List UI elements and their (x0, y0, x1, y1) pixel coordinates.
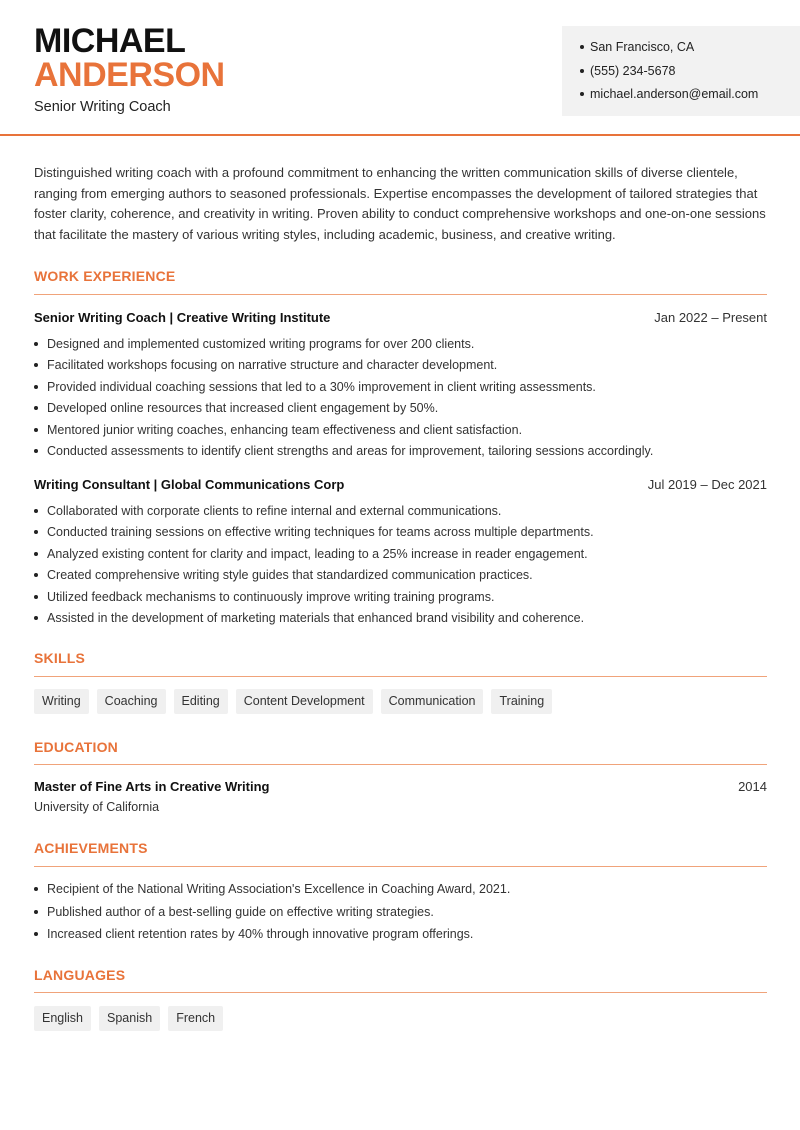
professional-summary: Distinguished writing coach with a profound commitment to enhancing the written communication skills of diverse clientele, ranging from emerging authors to seasoned professionals. Expertise encompasses the development of tailored strategies that foster clarity, coherence, and creativity in writing. Proven ability to conduct comprehensive workshops and one-on-one sessions that facilitate the mastery of various writing styles, including academic, business, and creative writing. (34, 165, 766, 242)
bullet-icon (34, 616, 38, 620)
education-year: 2014 (738, 779, 767, 794)
contact-location (580, 39, 800, 63)
section-divider (34, 294, 767, 295)
bullet-icon (34, 552, 38, 556)
list-item-text: Published author of a best-selling guide on effective writing strategies. (47, 904, 434, 919)
job-role: Senior Writing Coach | Creative Writing Institute (34, 310, 331, 325)
bullet-icon (34, 595, 38, 599)
job-title: Senior Writing Coach (34, 99, 171, 115)
list-item-text: Developed online resources that increased client engagement by 50%. (47, 401, 439, 416)
list-item-text: Designed and implemented customized writing programs for over 200 clients. (47, 337, 475, 351)
list-item (34, 400, 767, 421)
contact-phone (580, 63, 800, 87)
section-divider (34, 764, 767, 765)
last-name: ANDERSON (34, 56, 225, 94)
list-item (34, 881, 767, 904)
education-degree: Master of Fine Arts in Creative Writing (34, 779, 270, 794)
bullet-icon (34, 530, 38, 534)
list-item-text: Analyzed existing content for clarity and impact, leading to a 25% increase in reader engagement. (47, 546, 588, 561)
section-title-achievements: ACHIEVEMENTS (34, 840, 148, 856)
list-item-text: Facilitated workshops focusing on narrative structure and character development. (47, 358, 498, 373)
bullet-icon (34, 910, 38, 914)
contact-phone-text: (555) 234-5678 (590, 63, 676, 78)
list-item-text: Utilized feedback mechanisms to continuously improve writing training programs. (47, 589, 495, 604)
resume-header (0, 0, 800, 136)
education-school: University of California (34, 800, 160, 814)
language-tag: French (168, 1006, 223, 1031)
job-dates: Jan 2022 – Present (654, 310, 767, 325)
list-item (34, 610, 767, 631)
list-item-text: Created comprehensive writing style guides that standardized communication practices. (47, 568, 533, 583)
job-role: Writing Consultant | Global Communications Corp (34, 477, 345, 492)
section-title-languages: LANGUAGES (34, 967, 126, 983)
education-header (34, 779, 767, 794)
contact-email (580, 86, 800, 110)
list-item-text: Assisted in the development of marketing materials that enhanced brand visibility and coherence. (47, 610, 585, 625)
job-bullet-list (34, 336, 767, 464)
job-header (34, 477, 767, 492)
list-item (34, 567, 767, 588)
section-title-skills: SKILLS (34, 650, 85, 666)
bullet-icon (34, 509, 38, 513)
list-item (34, 546, 767, 567)
skill-tag: Editing (174, 689, 228, 714)
bullet-icon (34, 385, 38, 389)
list-item (34, 336, 767, 357)
bullet-icon (34, 406, 38, 410)
bullet-icon (580, 45, 584, 49)
bullet-icon (34, 449, 38, 453)
job-header (34, 310, 767, 325)
list-item (34, 422, 767, 443)
bullet-icon (34, 573, 38, 577)
list-item (34, 357, 767, 378)
list-item (34, 524, 767, 545)
section-divider (34, 676, 767, 677)
bullet-icon (34, 887, 38, 891)
section-title-education: EDUCATION (34, 739, 118, 755)
section-divider (34, 992, 767, 993)
skill-tag: Writing (34, 689, 89, 714)
section-title-work-experience: WORK EXPERIENCE (34, 268, 176, 284)
contact-box (562, 26, 800, 116)
bullet-icon (34, 363, 38, 367)
list-item-text: Collaborated with corporate clients to refine internal and external communications. (47, 504, 502, 518)
list-item-text: Conducted assessments to identify client strengths and areas for improvement, tailoring sessions accordingly. (47, 443, 654, 458)
list-item (34, 503, 767, 524)
bullet-icon (580, 69, 584, 73)
list-item (34, 904, 767, 927)
skill-tag: Communication (381, 689, 484, 714)
list-item (34, 443, 767, 464)
section-divider (34, 866, 767, 867)
bullet-icon (34, 932, 38, 936)
contact-email-text: michael.anderson@email.com (590, 87, 759, 101)
list-item (34, 589, 767, 610)
skill-tag: Coaching (97, 689, 166, 714)
skill-tag: Content Development (236, 689, 373, 714)
list-item-text: Mentored junior writing coaches, enhancing team effectiveness and client satisfaction. (47, 422, 523, 437)
languages-list (34, 1006, 223, 1031)
job-dates: Jul 2019 – Dec 2021 (647, 477, 767, 492)
bullet-icon (34, 428, 38, 432)
language-tag: English (34, 1006, 91, 1031)
job-bullet-list (34, 503, 767, 631)
list-item-text: Provided individual coaching sessions that led to a 30% improvement in client writing assessments. (47, 379, 596, 394)
first-name: MICHAEL (34, 22, 186, 60)
skills-list (34, 689, 552, 714)
list-item-text: Increased client retention rates by 40% through innovative program offerings. (47, 927, 474, 941)
list-item (34, 926, 767, 949)
skill-tag: Training (491, 689, 552, 714)
contact-location-text: San Francisco, CA (590, 40, 695, 54)
language-tag: Spanish (99, 1006, 160, 1031)
list-item-text: Recipient of the National Writing Association's Excellence in Coaching Award, 2021. (47, 882, 511, 896)
bullet-icon (34, 342, 38, 346)
list-item-text: Conducted training sessions on effective writing techniques for teams across multiple departments. (47, 525, 594, 540)
bullet-icon (580, 92, 584, 96)
list-item (34, 379, 767, 400)
achievements-list (34, 881, 767, 949)
